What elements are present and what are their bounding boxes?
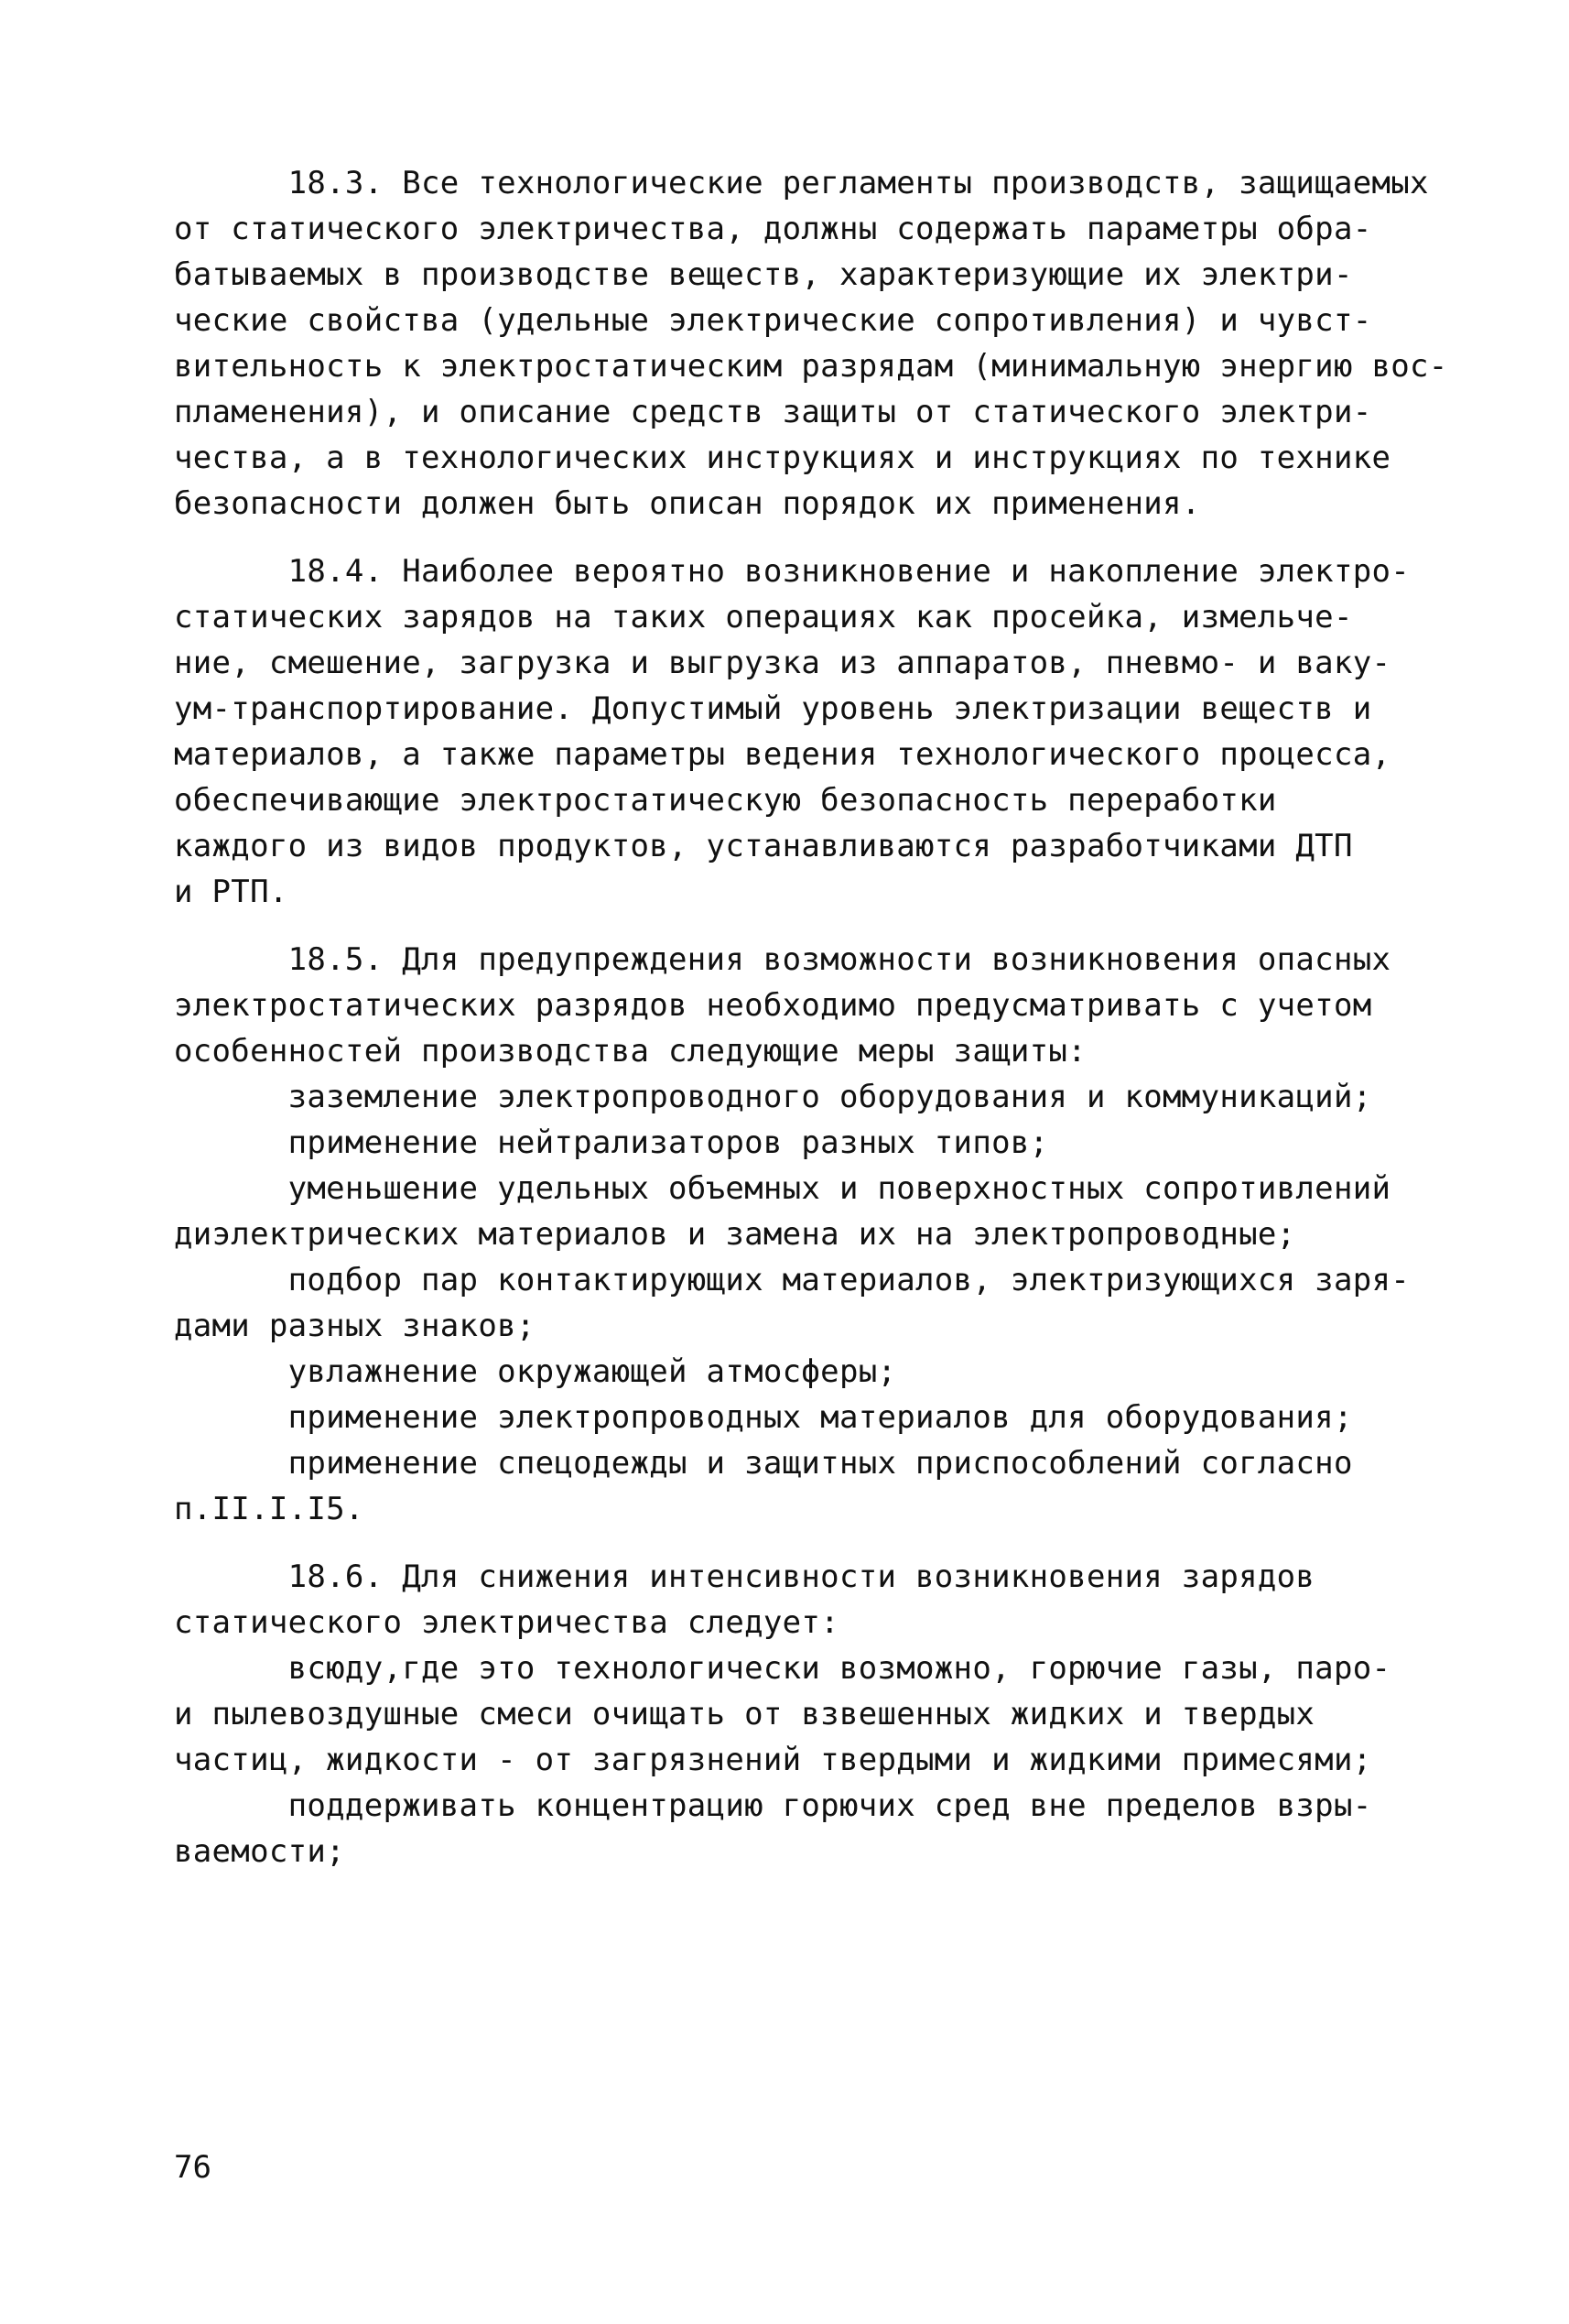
text-line: статических зарядов на таких операциях как просейка, измельче- [174,599,1353,635]
paragraph-gap [174,527,1419,548]
text-line: обеспечивающие электростатическую безопасность переработки [174,782,1277,819]
text-line: пламенения), и описание средств защиты от статического электри- [174,394,1372,430]
text-line: дами разных знаков; [174,1308,536,1344]
text-line: 18.5. Для предупреждения возможности возникновения опасных [174,941,1391,978]
paragraph-18-5 [174,937,1419,1532]
paragraph-gap [174,915,1419,937]
text-line: ум-транспортирование. Допустимый уровень электризации веществ и [174,690,1372,727]
text-line: статического электричества следует: [174,1604,839,1641]
text-line: ческие свойства (удельные электрические сопротивления) и чувст- [174,302,1372,339]
text-line: особенностей производства следующие меры защиты: [174,1033,1087,1070]
text-line: всюду,где это технологически возможно, горючие газы, паро- [174,1650,1391,1687]
paragraph-18-4 [174,548,1419,915]
paragraph-gap [174,1532,1419,1554]
text-line: чества, а в технологических инструкциях и инструкциях по технике [174,440,1391,476]
text-line: диэлектрических материалов и замена их на электропроводные; [174,1216,1296,1253]
text-line: ваемости; [174,1833,345,1870]
page-number: 76 [174,2149,211,2186]
text-line: применение нейтрализаторов разных типов; [174,1124,1049,1161]
text-line: батываемых в производстве веществ, характеризующие их электри- [174,256,1353,293]
text-line: ние, смешение, загрузка и выгрузка из аппаратов, пневмо- и ваку- [174,645,1391,681]
document-body [174,160,1448,1874]
text-line: и пылевоздушные смеси очищать от взвешенных жидких и твердых [174,1696,1315,1732]
text-line: применение спецодежды и защитных приспособлений согласно [174,1445,1353,1482]
text-line: 18.4. Наиболее вероятно возникновение и накопление электро- [174,553,1411,590]
paragraph-18-6 [174,1554,1419,1874]
text-line: уменьшение удельных объемных и поверхностных сопротивлений [174,1170,1391,1207]
text-line: каждого из видов продуктов, устанавливаются разработчиками ДТП [174,828,1353,864]
text-line: электростатических разрядов необходимо предусматривать с учетом [174,987,1372,1024]
text-line: п.II.I.I5. [174,1491,364,1527]
text-line: 18.6. Для снижения интенсивности возникновения зарядов [174,1558,1315,1595]
text-line: увлажнение окружающей атмосферы; [174,1353,897,1390]
text-line: и РТП. [174,874,288,910]
text-line: применение электропроводных материалов для оборудования; [174,1399,1353,1436]
text-line: частиц, жидкости - от загрязнений твердыми и жидкими примесями; [174,1742,1372,1778]
text-line: от статического электричества, должны содержать параметры обра- [174,211,1372,247]
text-line: подбор пар контактирующих материалов, электризующихся заря- [174,1262,1411,1298]
text-line: вительность к электростатическим разрядам (минимальную энергию вос- [174,348,1448,385]
text-line: материалов, а также параметры ведения технологического процесса, [174,736,1391,773]
text-line: 18.3. Все технологические регламенты производств, защищаемых [174,165,1429,201]
text-line: безопасности должен быть описан порядок их применения. [174,485,1201,522]
paragraph-18-3 [174,160,1448,527]
text-line: поддерживать концентрацию горючих сред вне пределов взры- [174,1787,1372,1824]
text-line: заземление электропроводного оборудования и коммуникаций; [174,1079,1372,1115]
